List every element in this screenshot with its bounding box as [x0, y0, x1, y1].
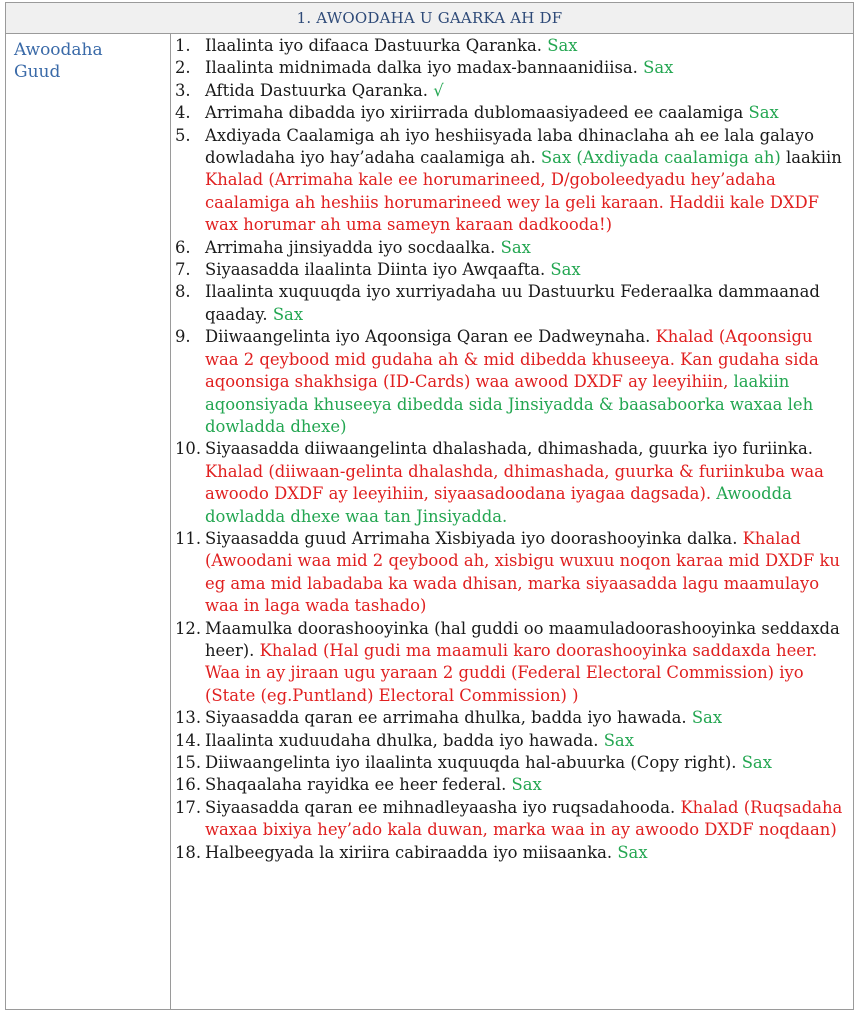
section-title: 1. AWOODAHA U GAARKA AH DF [6, 3, 853, 34]
verdict-khalad: Khalad [205, 461, 264, 481]
list-item-3 [171, 80, 847, 102]
item-text: Siyaasadda guud Arrimaha Xisbiyada iyo doorashooyinka dalka. [205, 528, 738, 548]
item-text: Siyaasadda qaran ee mihnadleyaasha iyo ruqsadahooda. [205, 797, 676, 817]
item-text: Ilaalinta xuquuqda iyo xurriyadaha uu Dastuurku Federaalka dammaanad qaaday. [205, 282, 820, 324]
verdict-khalad: Khalad [680, 797, 739, 817]
list-item-5 [171, 125, 847, 237]
list-item-15 [171, 752, 847, 774]
note-red: (Awoodani waa mid 2 qeybood ah, xisbigu wuxuu noqon karaa mid DXDF ku eg ama mid labadaba ka wada dhisan, marka siyaasadda lagu maamulayo waa in laga wada tashado) [205, 551, 840, 616]
list-item-2 [171, 57, 847, 79]
item-number: 14. [175, 730, 202, 750]
item-text: Maamulka doorashooyinka (hal guddi oo maamuladoorashooyinka seddaxda heer). [205, 618, 840, 660]
verdict-sax: Sax [540, 148, 572, 168]
verdict-sax: Sax [643, 58, 674, 78]
item-number: 8. [175, 282, 191, 302]
verdict-sax: Sax [550, 260, 581, 280]
verdict-khalad: Khalad [655, 327, 714, 347]
list-item-18 [171, 842, 847, 864]
item-number: 3. [175, 80, 191, 100]
list-item-11 [171, 528, 847, 618]
list-item-4 [171, 102, 847, 124]
verdict-sax: Sax [272, 304, 304, 324]
list-item-8 [171, 281, 847, 326]
item-text: Ilaalinta midnimada dalka iyo madax-bannaanidiisa. [205, 58, 638, 78]
note-red: (diiwaan-gelinta dhalashda, dhimashada, guurka & furiinkuba waa awoodo DXDF ay leeyihiin, siyaasadoodana iyagaa dagsada). [205, 461, 824, 504]
item-number: 13. [175, 708, 202, 728]
connector-text: laakiin [786, 148, 842, 168]
item-number: 11. [175, 528, 202, 548]
verdict-sax: Sax [741, 753, 772, 772]
item-number: 2. [175, 58, 191, 78]
item-number: 15. [175, 753, 202, 772]
item-text: Ilaalinta iyo difaaca Dastuurka Qaranka. [205, 36, 543, 55]
checkmark-icon: √ [433, 80, 444, 100]
list-item-6 [171, 237, 847, 259]
item-text: Diiwaangelinta iyo Aqoonsiga Qaran ee Dadweynaha. [205, 327, 651, 347]
item-text: Arrimaha jinsiyadda iyo socdaalka. [205, 237, 496, 257]
item-text: Diiwaangelinta iyo ilaalinta xuquuqda hal-abuurka (Copy right). [205, 753, 737, 772]
item-text: Axdiyada Caalamiga ah iyo heshiisyada laba dhinaclaha ah ee lala galayo dowladaha iyo hay’adaha caalamiga ah. [205, 125, 815, 168]
list-item-17 [171, 797, 847, 842]
note-red: (Aqoonsigu waa 2 qeybood mid gudaha ah & mid dibedda khuseeya. Kan gudaha sida aqoonsiga shakhsiga (ID-Cards) waa awood DXDF ay leeyihiin, [205, 327, 819, 392]
category-column [6, 34, 171, 1010]
note-green: (Axdiyada caalamiga ah) [576, 148, 781, 168]
list-item-1 [171, 35, 847, 57]
verdict-sax: Sax [547, 36, 578, 55]
verdict-khalad: Khalad [259, 640, 318, 660]
note-red: (Hal gudi ma maamuli karo doorashooyinka saddaxda heer. Waa in ay jiraan ugu yaraan 2 guddi (Federal Electoral Commission) iyo (State (eg.Puntland) Electoral Commission) ) [205, 640, 818, 705]
verdict-khalad: Khalad [205, 170, 264, 190]
list-item-16 [171, 774, 847, 796]
item-text: Arrimaha dibadda iyo xiriirrada dublomaasiyadeed ee caalamiga [205, 103, 744, 123]
item-text: Halbeegyada la xiriira cabiraadda iyo miisaanka. [205, 842, 613, 862]
powers-list [171, 35, 847, 864]
note-green: Awoodda dowladda dhexe waa tan Jinsiyadda. [205, 484, 792, 526]
list-item-13 [171, 707, 847, 729]
verdict-sax: Sax [691, 708, 723, 728]
note-red: (Ruqsadaha waxaa bixiya hey’ado kala duwan, marka waa in ay awoodo DXDF noqdaan) [205, 797, 843, 840]
item-number: 17. [175, 797, 202, 817]
item-text: Aftida Dastuurka Qaranka. [205, 80, 428, 100]
item-number: 18. [175, 842, 202, 862]
item-text: Siyaasadda ilaalinta Diinta iyo Awqaafta. [205, 260, 546, 280]
category-label-line2: Guud [14, 62, 61, 82]
item-number: 7. [175, 260, 191, 280]
list-item-10 [171, 438, 847, 528]
verdict-sax: Sax [617, 842, 648, 862]
note-red: (Arrimaha kale ee horumarineed, D/goboleedyadu hey’adaha caalamiga ah heshiis horumarineed wey la geli karaan. Haddii kale DXDF wax horumar ah uma sameyn karaan dadkooda!) [205, 170, 820, 235]
item-number: 6. [175, 237, 191, 257]
item-text: Shaqaalaha rayidka ee heer federal. [205, 775, 507, 795]
item-number: 16. [175, 775, 202, 795]
verdict-sax: Sax [511, 775, 542, 795]
verdict-sax: Sax [748, 103, 779, 123]
list-item-9 [171, 326, 847, 438]
list-item-14 [171, 730, 847, 752]
item-number: 1. [175, 36, 191, 55]
item-number: 9. [175, 327, 191, 347]
item-text: Ilaalinta xuduudaha dhulka, badda iyo hawada. [205, 730, 599, 750]
verdict-sax: Sax [603, 730, 634, 750]
verdict-sax: Sax [500, 237, 531, 257]
item-number: 5. [175, 125, 191, 145]
category-label-line1: Awoodaha [14, 40, 103, 60]
list-item-7 [171, 259, 847, 281]
item-number: 10. [175, 439, 202, 459]
item-text: Siyaasadda diiwaangelinta dhalashada, dhimashada, guurka iyo furiinka. [205, 439, 813, 459]
note-green: laakiin aqoonsiyada khuseeya dibedda sida Jinsiyadda & baasaboorka waxaa leh dowladda dhexe) [205, 372, 814, 436]
item-number: 12. [175, 618, 202, 638]
list-item-12 [171, 618, 847, 708]
item-text: Siyaasadda qaran ee arrimaha dhulka, badda iyo hawada. [205, 708, 687, 728]
item-number: 4. [175, 103, 191, 123]
verdict-khalad: Khalad [742, 528, 801, 548]
category-label [14, 39, 164, 83]
